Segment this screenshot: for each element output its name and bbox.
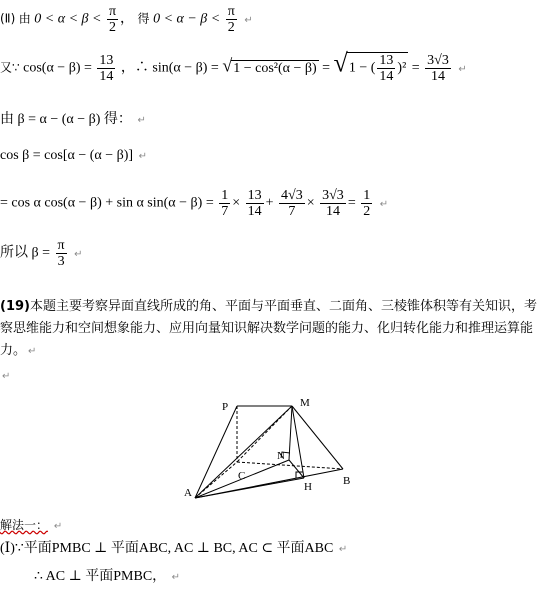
edge-PA [195, 406, 237, 498]
label-N: N [277, 450, 285, 462]
text-you: 由 [18, 11, 31, 26]
edge-AH [195, 478, 304, 498]
sqrt-1-minus-cos2: 1 − cos²(α − β) [233, 60, 317, 76]
line-cos-beta: cos β = cos[α − (α − β)] ↵ [0, 148, 147, 163]
frac-result: $\frac{3√3}{14}$ [427, 53, 449, 84]
label-H: H [304, 481, 312, 493]
line-expansion: = cos α cos(α − β) + sin α sin(α − β) = $\frac{1}{7}$ × $\frac{13}{14}$ + $\frac{4√3}{7}$ × $\frac{3√3}{14}$ = $\frac{1}{2}$ ↵ [0, 188, 389, 219]
blank-line: ↵ [2, 371, 11, 382]
edge-CB [237, 462, 343, 469]
frac-pi-over-2: $\frac{\pi}{2}$ [108, 4, 117, 35]
edge-MH [292, 406, 304, 478]
line-conclusion: 所以 β = $\frac{\pi}{3}$ ↵ [0, 238, 83, 269]
label-M: M [300, 397, 310, 409]
problem-number: (19) [0, 299, 30, 314]
line-cos-sin: 又∵ cos(α − β) = $\frac{13}{14}$ ，∴ sin(α − β) = √1 − cos²(α − β) = √1 − ( $\frac{13}{14}$ )² = $\frac{3√3}{14}$ ↵ [0, 48, 467, 84]
problem-19-description: (19)本题主要考察异面直线所成的角、平面与平面垂直、二面角、三棱锥体积等有关知识，考察思维能力和空间想象能力、应用向量知识解决数学问题的能力、化归转化能力和推理运算能力。 ↵ [0, 299, 537, 358]
edge-MB [292, 406, 343, 469]
solution-step-1: (Ⅰ)∵平面PMBC ⊥ 平面ABC, AC ⊥ BC, AC ⊂ 平面ABC ↵ [0, 541, 348, 556]
edge-MN [289, 406, 292, 460]
return-mark: ↵ [244, 14, 253, 26]
sqrt-1-minus-frac-squared: 1 − ( $\frac{13}{14}$ )² [348, 53, 407, 84]
frac-13-14: $\frac{13}{14}$ [99, 53, 114, 84]
label-A: A [184, 487, 192, 499]
part-label: (Ⅱ) [0, 11, 16, 26]
solution-step-2: ∴ AC ⊥ 平面PMBC， ↵ [34, 569, 181, 584]
label-C: C [238, 470, 246, 482]
geometry-figure [0, 392, 544, 512]
sin-expression: sin(α − β) = [152, 60, 219, 76]
solution-method-label: 解法一： ↵ [0, 518, 63, 532]
label-B: B [343, 475, 351, 487]
line-beta-relation: 由 β = α − (α − β) 得： ↵ [0, 112, 146, 127]
label-P: P [222, 401, 229, 413]
line-part2-condition: (Ⅱ) 由 0 < α < β < $\frac{\pi}{2}$ ， 得 0 < α − β < $\frac{\pi}{2}$ ↵ [0, 4, 253, 35]
cos-expression: cos(α − β) = [23, 60, 92, 76]
